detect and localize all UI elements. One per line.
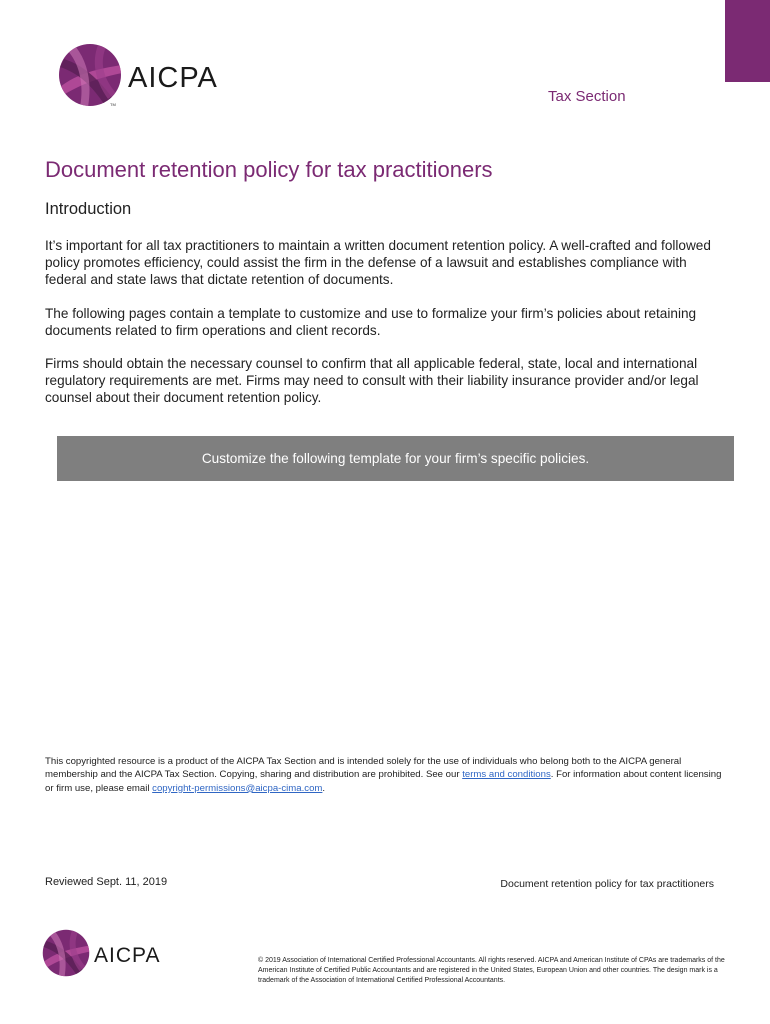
legal-notice: © 2019 Association of International Certified Professional Accountants. All rights reserved. AICPA and American Institute of CPAs are trademarks of the American Institute of Certified Public Accountants and are registered in the United States, European Union and other countries. The design mark is a trademark of the Association of International Certified Professional Accountants. xyxy=(258,957,725,985)
terms-and-conditions-link[interactable]: terms and conditions xyxy=(462,769,551,781)
aicpa-mark-icon xyxy=(58,43,122,107)
intro-paragraph-3: Firms should obtain the necessary counsel to confirm that all applicable federal, state, local and international regulatory requirements are met. Firms may need to consult with their liability insurance provider and/or legal counsel about their document retention policy. xyxy=(45,356,699,405)
aicpa-logo-footer xyxy=(42,929,160,977)
document-title: Document retention policy for tax practitioners xyxy=(45,157,493,182)
aicpa-logo-header xyxy=(58,43,218,107)
aicpa-logo-text: AICPA xyxy=(94,944,161,967)
intro-paragraph-1: It’s important for all tax practitioners to maintain a written document retention policy. A well-crafted and followed policy promotes efficiency, could assist the firm in the defense of a lawsuit and establishes compliance with federal and state laws that dictate retention of documents. xyxy=(45,238,711,287)
copyright-text-middle: . For information about content licensing or firm use, please email xyxy=(45,769,722,794)
copyright-text-end: . xyxy=(322,782,326,794)
reviewed-date: Reviewed Sept. 11, 2019 xyxy=(45,876,168,888)
section-label: Tax Section xyxy=(548,88,626,105)
intro-paragraph-2: The following pages contain a template to customize and use to formalize your firm’s policies about retaining documents related to firm operations and client records. xyxy=(45,306,697,338)
intro-heading: Introduction xyxy=(45,200,132,218)
aicpa-mark-icon xyxy=(42,929,90,977)
copyright-email-link[interactable]: copyright-permissions@aicpa-cima.com xyxy=(152,782,323,794)
aicpa-logo-text: AICPA xyxy=(128,61,218,94)
svg-text:TM: TM xyxy=(110,102,116,107)
corner-accent-tab xyxy=(725,0,770,82)
banner-text: Customize the following template for your firm’s specific policies. xyxy=(201,451,590,466)
copyright-text: This copyrighted resource is a product of the AICPA Tax Section and is intended solely for the use of individuals who belong both to the AICPA general membership and the AICPA Tax Section. Copying, sharing and distribution are prohibited. See our xyxy=(45,756,682,781)
copyright-notice xyxy=(45,755,725,795)
customize-banner xyxy=(57,436,734,481)
footer-document-name: Document retention policy for tax practitioners xyxy=(500,878,714,890)
